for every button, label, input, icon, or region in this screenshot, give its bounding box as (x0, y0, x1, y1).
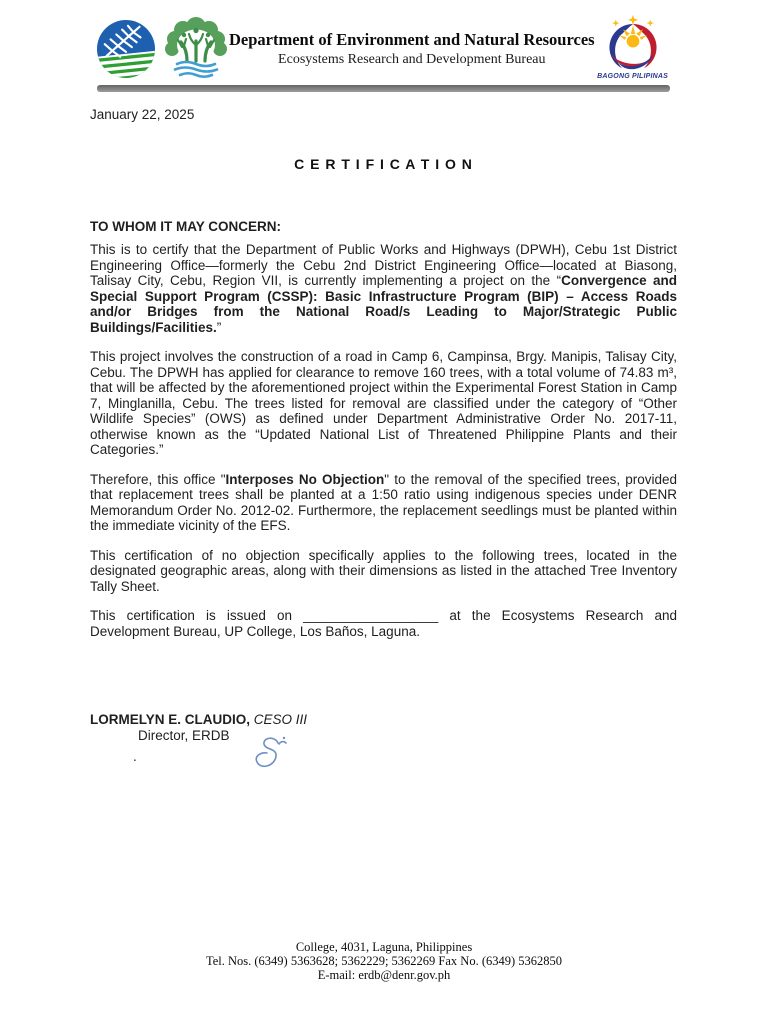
text-segment: This project involves the construction of a road in Camp 6, Campinsa, Brgy. Manipis, Talisay City, Cebu. The DPWH has applied for clearance to remove 160 trees, with a total volume of 74.83 m³, that will be affected by the aforementioned project within the Experimental Forest Station in Camp 7, Minglanilla, Cebu. The trees listed for removal are classified under the category of “Other Wildlife Species” (OWS) as defined under Department Administrative Order No. 2017-11, otherwise known as the “Updated National List of Threatened Philippine Plants and their Categories.” (90, 349, 677, 457)
letterhead-text (229, 14, 595, 68)
letter-body (90, 107, 677, 653)
text-segment: Convergence and Special Support Program (CSSP): Basic Infrastructure Program (BIP) – Access Roads and/or Bridges from the National Road/s Leading to Major/Strategic Public Buildings/Facilities. (90, 273, 677, 335)
text-segment: Therefore, this office " (90, 471, 226, 487)
letter-paragraph-3 (90, 472, 677, 534)
erdb-logo-icon (163, 14, 229, 80)
letter-paragraph-2 (90, 349, 677, 458)
letterhead (97, 14, 667, 80)
footer-email: E-mail: erdb@denr.gov.ph (317, 967, 451, 982)
text-segment: at the Ecosystems Research and Development Bureau, UP College, Los Baños, Laguna. (90, 608, 677, 639)
signature-icon (248, 732, 292, 778)
letterhead-logos (97, 14, 229, 80)
footer-phone: Tel. Nos. (6349) 5363628; 5362229; 5362269 Fax No. (6349) 5362850 (205, 953, 563, 968)
text-segment: This is to certify that the Department of Public Works and Highways (DPWH), Cebu 1st District Engineering Office—formerly the Cebu 2nd District Engineering Office—located at Biasong, Talisay City, Cebu, Region VII, is currently implementing a project on the “ (90, 242, 677, 288)
text-segment: LORMELYN E. CLAUDIO, (90, 712, 251, 727)
signature-period: . (133, 749, 137, 764)
letter-date: January 22, 2025 (90, 107, 195, 122)
department-name: Department of Environment and Natural Resources (229, 30, 595, 49)
text-segment: Interposes No Objection (225, 471, 385, 487)
bagong-pilipinas-label: BAGONG PILIPINAS (597, 73, 669, 80)
signatory-position: Director, ERDB (138, 728, 230, 743)
letter-paragraph-4 (90, 548, 677, 595)
bagong-pilipinas-icon (595, 14, 671, 72)
letter-paragraphs (90, 242, 677, 639)
text-segment: " to the removal of the specified trees, provided that replacement trees shall be planted at a 1:50 ratio using indigenous species under DENR Memorandum Order No. 2012-02. Furthermore, the replacement seedlings must be planted within the immediate vicinity of the EFS. (90, 471, 677, 533)
signature-block (90, 712, 490, 764)
text-segment: This certification of no objection specifically applies to the following trees, located in the designated geographic areas, along with their dimensions as listed in the attached Tree Inventory Tally Sheet. (90, 547, 677, 594)
denr-logo-icon (97, 20, 155, 78)
document-title: C E R T I F I C A T I O N (294, 155, 473, 172)
text-segment: This certification is issued on (90, 608, 304, 623)
text-segment: CESO III (253, 712, 308, 727)
letter-paragraph-5 (90, 608, 677, 639)
header-divider (97, 85, 670, 92)
bagong-pilipinas-logo (595, 14, 671, 80)
text-segment: __________________ (303, 608, 439, 623)
bureau-name: Ecosystems Research and Development Bureau (278, 52, 546, 67)
letter-paragraph-1 (90, 242, 677, 335)
signatory-name (90, 712, 490, 727)
footer (0, 941, 768, 982)
salutation: TO WHOM IT MAY CONCERN: (90, 218, 282, 234)
text-segment: ” (216, 319, 222, 335)
footer-address: College, 4031, Laguna, Philippines (295, 940, 473, 954)
